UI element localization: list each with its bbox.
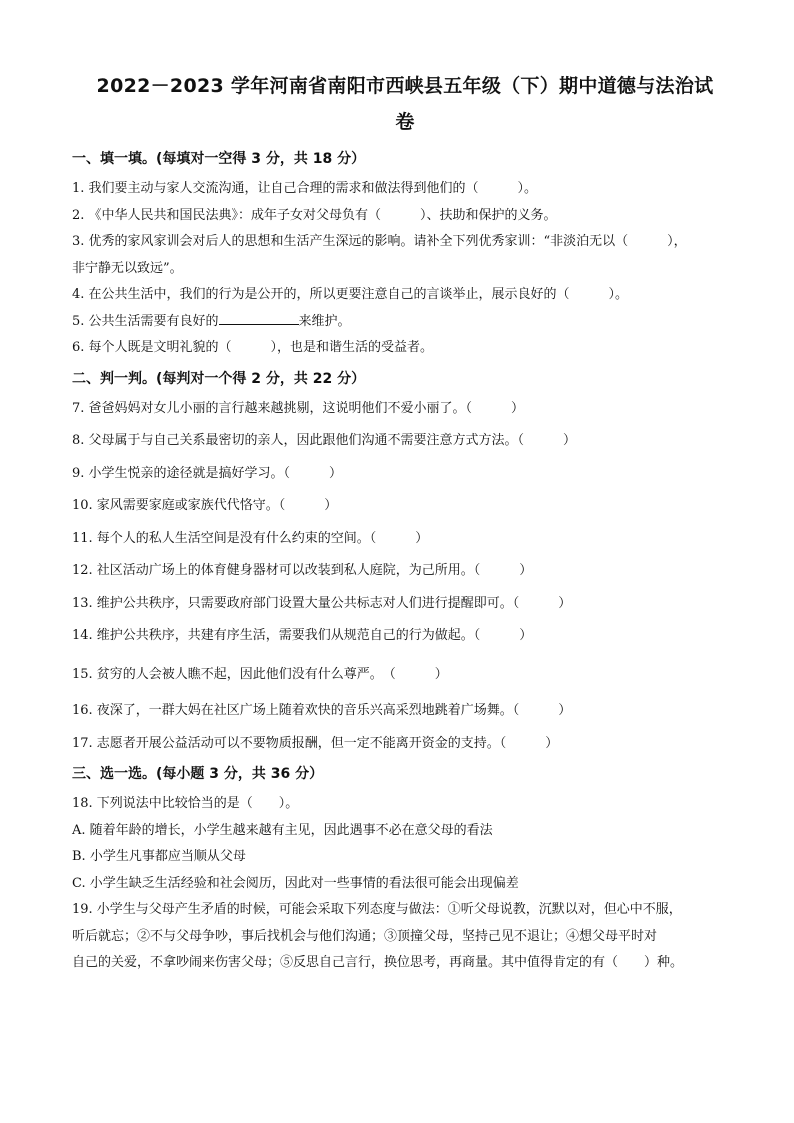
question-13: 13. 维护公共秩序，只需要政府部门设置大量公共标志对人们进行提醒即可。（ ）	[72, 595, 572, 611]
question-18-option-b: B. 小学生凡事都应当顺从父母	[72, 849, 246, 864]
question-4: 4. 在公共生活中，我们的行为是公开的，所以更要注意自己的言谈举止，展示良好的（ ）。	[72, 287, 629, 302]
question-17: 17. 志愿者开展公益活动可以不要物质报酬，但一定不能离开资金的支持。（ ）	[72, 735, 559, 751]
answer-blank-line[interactable]	[219, 310, 299, 325]
question-3-cont: 非宁静无以致远”。	[72, 260, 183, 276]
question-12: 12. 社区活动广场上的体育健身器材可以改装到私人庭院，为己所用。（ ）	[72, 563, 533, 578]
question-1: 1. 我们要主动与家人交流沟通，让自己合理的需求和做法得到他们的（ ）。	[72, 181, 538, 196]
question-14: 14. 维护公共秩序，共建有序生活，需要我们从规范自己的行为做起。（ ）	[72, 628, 533, 643]
question-2: 2. 《中华人民共和国民法典》：成年子女对父母负有（ ）、扶助和保护的义务。	[72, 207, 557, 223]
question-15: 15. 贫穷的人会被人瞧不起，因此他们没有什么尊严。 （ ）	[72, 666, 448, 682]
question-8: 8. 父母属于与自己关系最密切的亲人，因此跟他们沟通不需要注意方式方法。（ ）	[72, 433, 577, 448]
question-5-before: 5. 公共生活需要有良好的	[72, 313, 219, 329]
question-16: 16. 夜深了，一群大妈在社区广场上随着欢快的音乐兴高采烈地跳着广场舞。（ ）	[72, 703, 572, 718]
exam-title	[72, 68, 738, 140]
question-10: 10. 家风需要家庭或家族代代恪守。（ ）	[72, 498, 338, 513]
section-heading-fill: 一、填一填。(每填对一空得 3 分，共 18 分）	[72, 151, 366, 167]
exam-title-line-1: 2022－2023 学年河南省南阳市西峡县五年级（下）期中道德与法治试	[96, 75, 714, 97]
question-18-option-c: C. 小学生缺乏生活经验和社会阅历，因此对一些事情的看法很可能会出现偏差	[72, 875, 519, 891]
question-5	[72, 309, 738, 336]
question-19-cont-1: 听后就忘；②不与父母争吵，事后找机会与他们沟通；③顶撞父母，坚持己见不退让；④想父母平时对	[72, 928, 658, 944]
question-7: 7. 爸爸妈妈对女儿小丽的言行越来越挑剔，这说明他们不爱小丽了。（ ）	[72, 400, 525, 416]
question-18-option-a: A. 随着年龄的增长，小学生越来越有主见，因此遇事不必在意父母的看法	[72, 822, 493, 838]
question-9: 9. 小学生悦亲的途径就是搞好学习。（ ）	[72, 465, 343, 481]
question-11: 11. 每个人的私人生活空间是没有什么约束的空间。（ ）	[72, 530, 429, 546]
question-19-cont-2: 自己的关爱，不拿吵闹来伤害父母；⑤反思自己言行，换位思考，再商量。其中值得肯定的有（ ）种。	[72, 955, 684, 970]
question-19: 19. 小学生与父母产生矛盾的时候，可能会采取下列态度与做法：①听父母说教，沉默以对，但心中不服，	[72, 902, 682, 917]
question-5-after: 来维护。	[298, 313, 351, 329]
question-3: 3. 优秀的家风家训会对后人的思想和生活产生深远的影响。请补全下列优秀家训：“非淡泊无以（ ），	[72, 234, 687, 249]
exam-title-line-2: 卷	[395, 111, 415, 133]
section-heading-choose: 三、选一选。(每小题 3 分，共 36 分）	[72, 766, 324, 782]
section-heading-judge: 二、判一判。(每判对一个得 2 分，共 22 分）	[72, 370, 366, 387]
question-6: 6. 每个人既是文明礼貌的（ ），也是和谐生活的受益者。	[72, 340, 434, 355]
question-18: 18. 下列说法中比较恰当的是（ ）。	[72, 796, 299, 811]
